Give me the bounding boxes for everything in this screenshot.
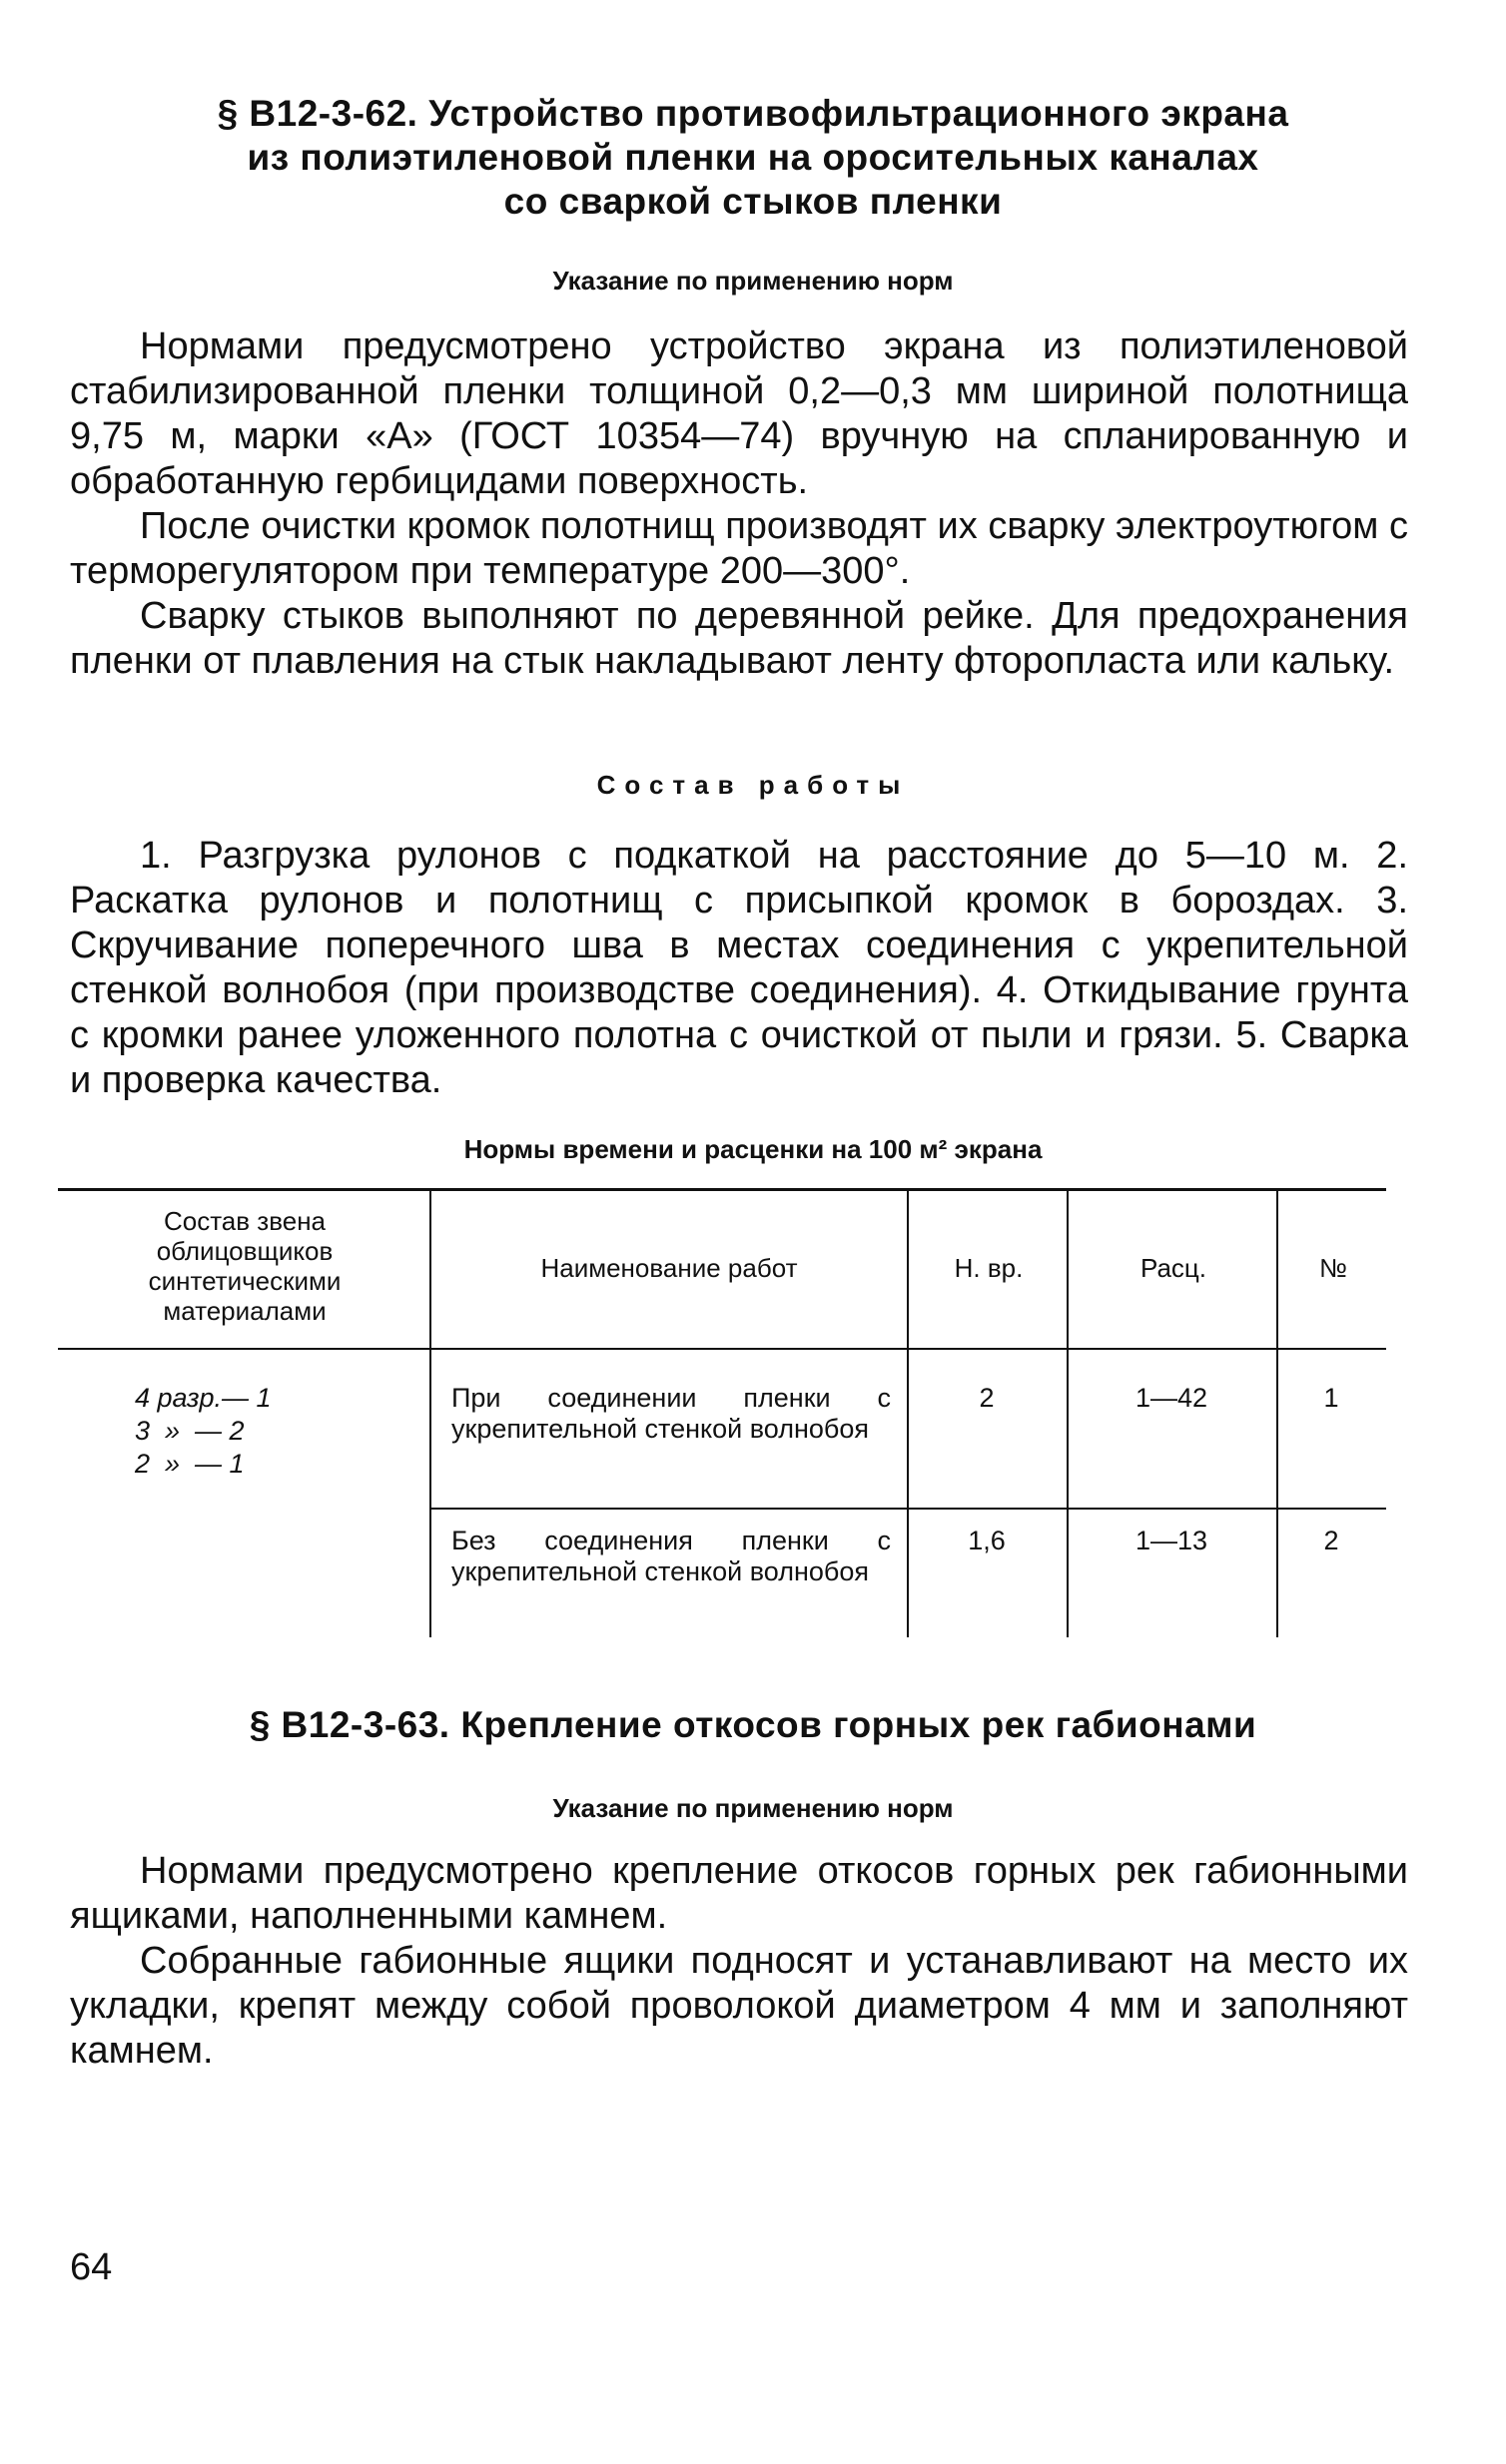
page-number: 64	[70, 2246, 113, 2288]
guidance-heading: Указание по применению норм	[552, 266, 954, 296]
header-work-name: Наименование работ	[540, 1253, 798, 1283]
section-2-paragraph-2: Собранные габионные ящики подносят и устанавливают на место их укладки, крепят между собой проволокой диаметром 4 мм и заполняют камнем.	[70, 1940, 1408, 2072]
table-col-divider-1	[429, 1188, 431, 1637]
row-2-work-name: Без соединения пленки с укрепительной стенкой волнобоя	[451, 1526, 891, 1586]
row-1-work-name: При соединении пленки с укрепительной стенкой волнобоя	[451, 1383, 891, 1444]
work-composition-heading: Состав работы	[596, 770, 910, 800]
header-crew: Состав звена облицовщиков синтетическими материалами	[148, 1206, 342, 1326]
crew-line-1: 4 разр.— 1	[135, 1383, 272, 1413]
table-header-rule	[58, 1348, 1386, 1350]
header-rate: Расц.	[1139, 1253, 1207, 1283]
row-1-norm: 2	[979, 1383, 995, 1413]
row-1-number: 1	[1323, 1383, 1339, 1413]
section-2-title: § В12-3-63. Крепление откосов горных рек габионами	[249, 1704, 1257, 1745]
header-norm: Н. вр.	[954, 1253, 1024, 1283]
section-title-line-1: § В12-3-62. Устройство противофильтрационного экрана	[217, 93, 1289, 134]
section-title-line-2: из полиэтиленовой пленки на оросительных каналах	[247, 137, 1259, 178]
crew-line-2: 3 » — 2	[135, 1416, 245, 1446]
section-2-paragraph-1: Нормами предусмотрено крепление откосов горных рек габионными ящиками, наполненными камнем.	[70, 1850, 1408, 1937]
row-2-number: 2	[1323, 1526, 1339, 1555]
table-caption: Нормы времени и расценки на 100 м² экрана	[463, 1134, 1043, 1164]
section-2-guidance-heading: Указание по применению норм	[552, 1793, 954, 1823]
guidance-paragraph-3: Сварку стыков выполняют по деревянной рейке. Для предохранения пленки от плавления на стык накладывают ленту фторопласта или кальку.	[70, 595, 1408, 682]
row-2-rate: 1—13	[1134, 1526, 1208, 1555]
guidance-paragraph-1: Нормами предусмотрено устройство экрана из полиэтиленовой стабилизированной пленки толщиной 0,2—0,3 мм шириной полотнища 9,75 м, марки «А» (ГОСТ 10354—74) вручную на спланированную и обработанную гербицидами поверхность.	[70, 325, 1408, 502]
table-top-rule	[58, 1188, 1386, 1191]
work-composition-text: 1. Разгрузка рулонов с подкаткой на расстояние до 5—10 м. 2. Раскатка рулонов и полотнищ с присыпкой кромок в бороздах. 3. Скручивание поперечного шва в местах соединения с укрепительной стенкой волнобоя (при производстве соединения). 4. Откидывание грунта с кромки ранее уложенного полотна с очисткой от пыли и грязи. 5. Сварка и проверка качества.	[70, 835, 1408, 1101]
row-1-rate: 1—42	[1134, 1383, 1208, 1413]
section-title-line-3: со сваркой стыков пленки	[503, 181, 1003, 222]
header-number: №	[1319, 1253, 1347, 1283]
row-2-norm: 1,6	[968, 1526, 1006, 1555]
crew-line-3: 2 » — 1	[135, 1449, 245, 1479]
guidance-paragraph-2: После очистки кромок полотнищ производят их сварку электроутюгом с терморегулятором при температуре 200—300°.	[70, 505, 1408, 592]
